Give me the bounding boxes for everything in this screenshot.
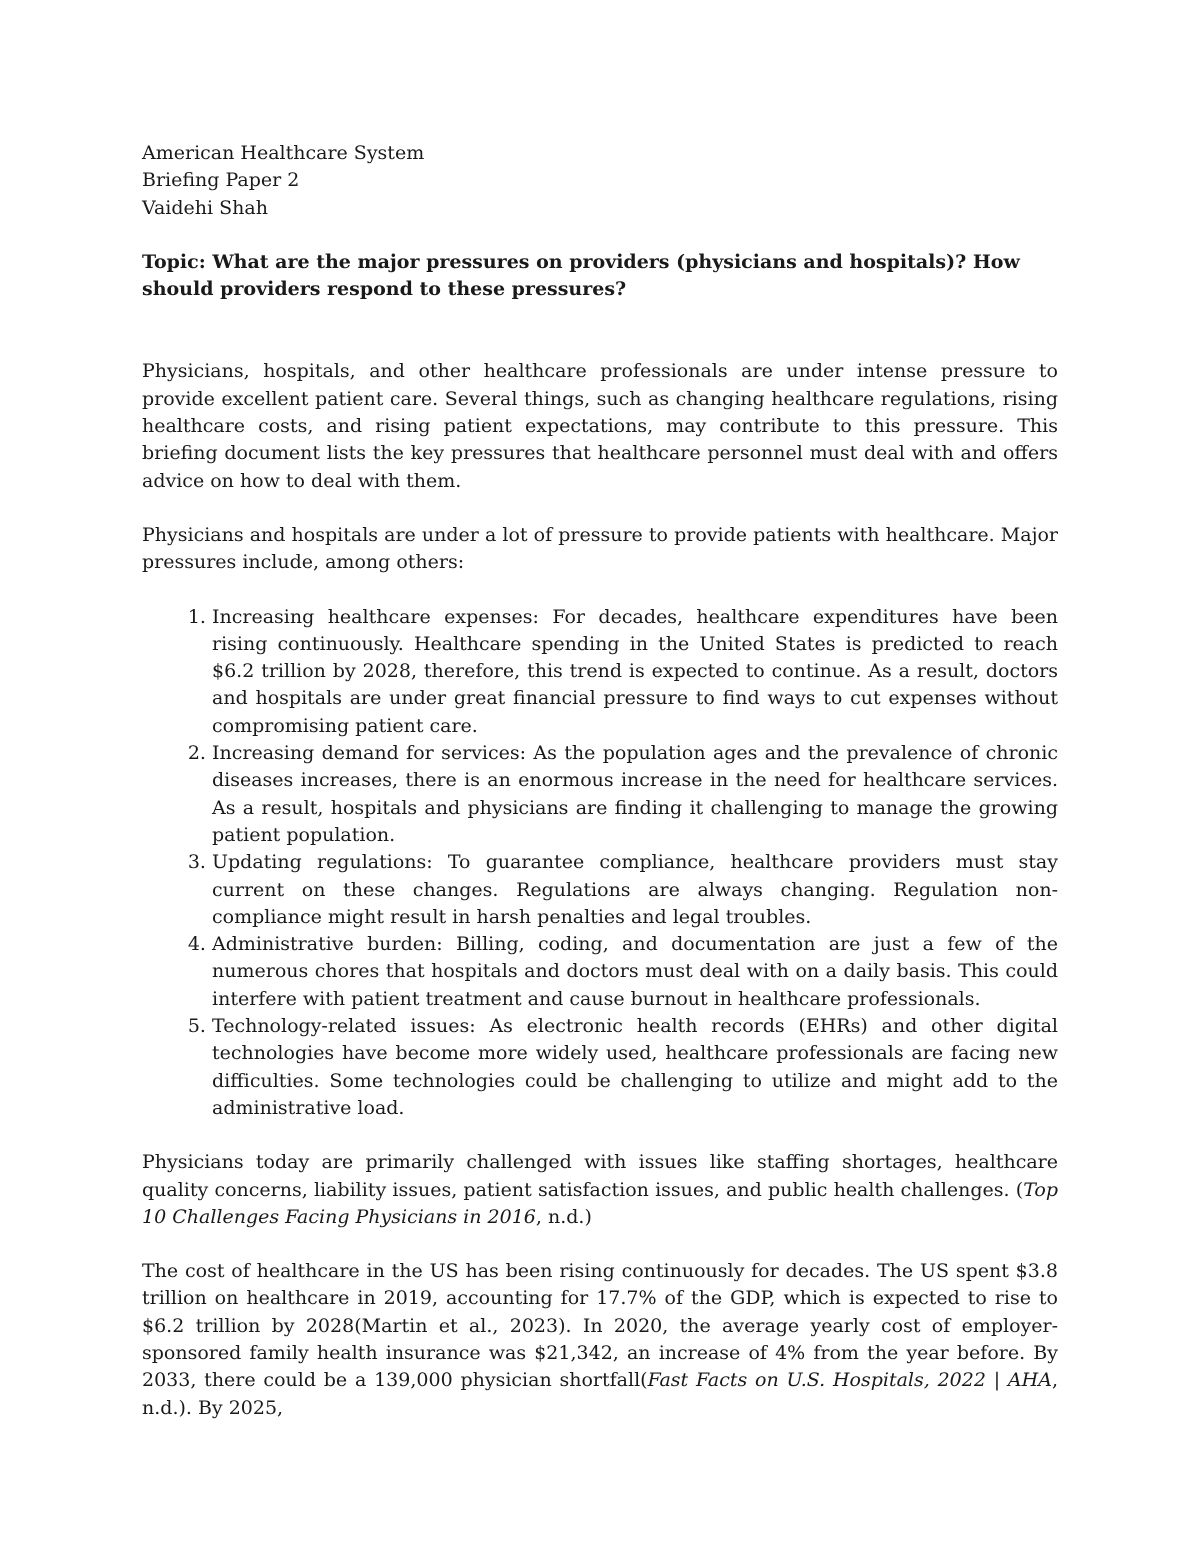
topic-heading: Topic: What are the major pressures on providers (physicians and hospitals)? How should providers respond to these pressures? [142, 250, 1020, 301]
author-name: Vaidehi Shah [142, 196, 268, 219]
physicians-paragraph-text: Physicians today are primarily challenged with issues like staffing shortages, healthcare quality concerns, liability issues, patient satisfaction issues, and public health challenges. ( [142, 1151, 1058, 1201]
pressures-intro-paragraph: Physicians and hospitals are under a lot of pressure to provide patients with healthcare. Major pressures include, among others: [142, 523, 1058, 574]
list-item: 3. Updating regulations: To guarantee compliance, healthcare providers must stay current on these changes. Regulations are always changing. Regulation non-compliance might result in harsh penalties and legal troubles. [212, 849, 1058, 931]
cost-citation-title: Fast Facts on U.S. Hospitals, 2022 | AHA [647, 1369, 1052, 1392]
cost-citation-tail: , n.d.). By 2025, [142, 1369, 1058, 1419]
intro-paragraph: Physicians, hospitals, and other healthcare professionals are under intense pressure to provide excellent patient care. Several things, such as changing healthcare regulations, rising healthcare costs, and rising patient expectations, may contribute to this pressure. This briefing document lists the key pressures that healthcare personnel must deal with and offers advice on how to deal with them. [142, 360, 1058, 492]
document-page [142, 140, 1058, 1422]
course-title: American Healthcare System [142, 142, 425, 164]
physicians-paragraph [142, 1149, 1058, 1231]
list-item: 5. Technology-related issues: As electronic health records (EHRs) and other digital technologies have become more widely used, healthcare professionals are facing new difficulties. Some technologies could be challenging to utilize and might add to the administrative load. [212, 1013, 1058, 1122]
list-item: 2. Increasing demand for services: As the population ages and the prevalence of chronic diseases increases, there is an enormous increase in the need for healthcare services. As a result, hospitals and physicians are finding it challenging to manage the growing patient population. [212, 740, 1058, 849]
cost-paragraph [142, 1258, 1058, 1422]
pressures-list [142, 604, 1058, 1123]
paper-title: Briefing Paper 2 [142, 169, 300, 192]
list-item: 1. Increasing healthcare expenses: For decades, healthcare expenditures have been rising continuously. Healthcare spending in the United States is predicted to reach $6.2 trillion by 2028, therefore, this trend is expected to continue. As a result, doctors and hospitals are under great financial pressure to find ways to cut expenses without compromising patient care. [212, 604, 1058, 740]
physicians-citation-tail: , n.d.) [535, 1205, 592, 1228]
list-item: 4. Administrative burden: Billing, coding, and documentation are just a few of the numerous chores that hospitals and doctors must deal with on a daily basis. This could interfere with patient treatment and cause burnout in healthcare professionals. [212, 931, 1058, 1013]
cost-paragraph-text: The cost of healthcare in the US has been rising continuously for decades. The US spent $3.8 trillion on healthcare in 2019, accounting for 17.7% of the GDP, which is expected to rise to $6.2 trillion by 2028(Martin et al., 2023). In 2020, the average yearly cost of employer-sponsored family health insurance was $21,342, an increase of 4% from the year before. By 2033, there could be a 139,000 physician shortfall( [142, 1260, 1058, 1392]
physicians-citation-title: Top 10 Challenges Facing Physicians in 2016 [142, 1178, 1058, 1228]
